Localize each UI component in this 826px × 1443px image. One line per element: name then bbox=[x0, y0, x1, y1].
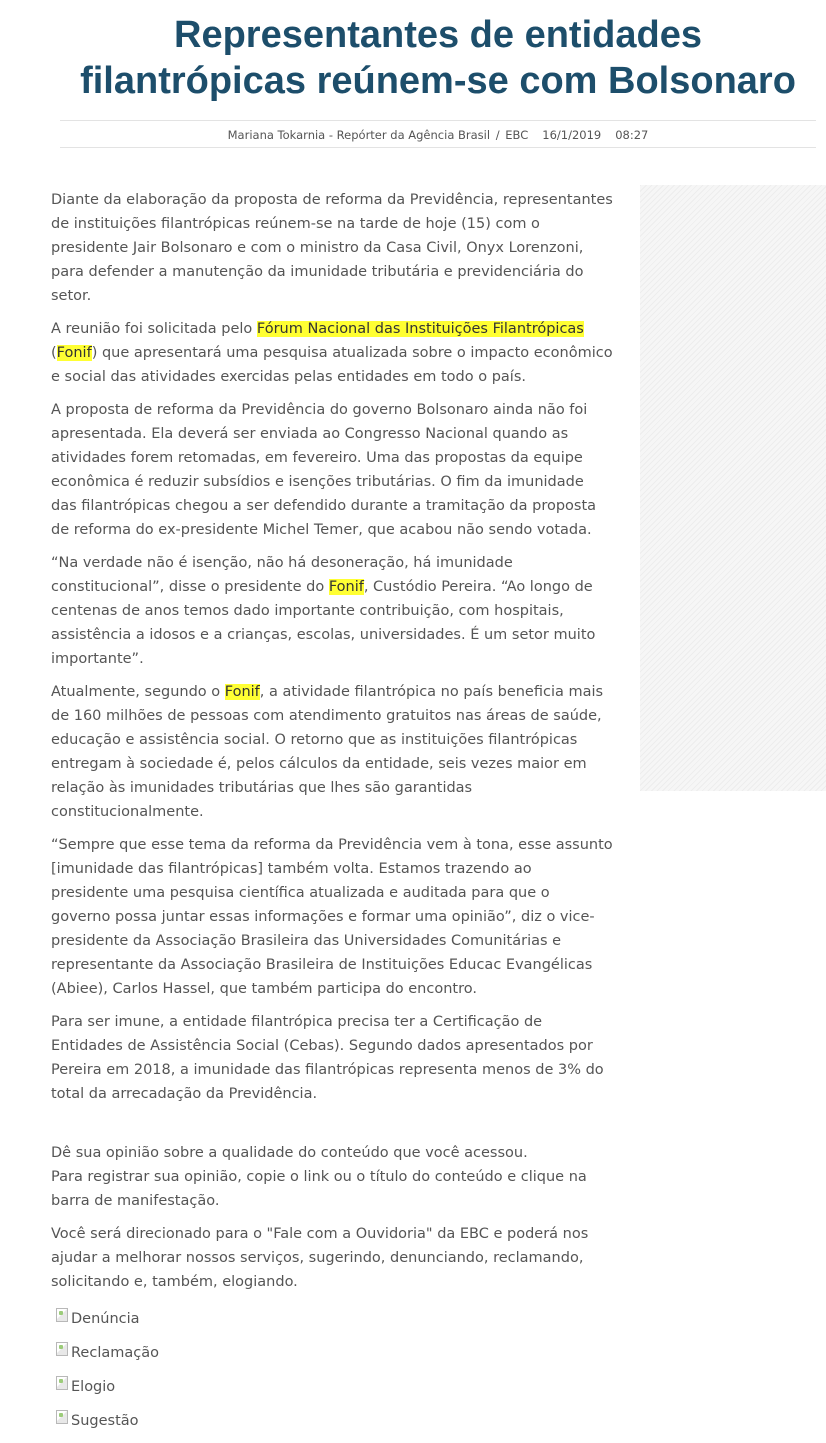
highlighted-term: Fonif bbox=[328, 579, 364, 595]
article-paragraph: Para ser imune, a entidade filantrópica precisa ter a Certificação de Entidades de Assistência Social (Cebas). Segundo dados apresentados por Pereira em 2018, a imunidade das filantrópicas representa menos de 3% do total da arrecadação da Previdência. bbox=[51, 1014, 604, 1102]
broken-image-icon bbox=[56, 1308, 68, 1322]
byline-time: 08:27 bbox=[615, 128, 649, 142]
reclamacao-link[interactable] bbox=[56, 1341, 613, 1365]
link-label: Reclamação bbox=[71, 1345, 159, 1361]
title-divider-bottom bbox=[60, 147, 816, 148]
byline-date: 16/1/2019 bbox=[542, 128, 602, 142]
link-label: Sugestão bbox=[71, 1413, 139, 1429]
highlighted-term: Fórum Nacional das Instituições Filantrópicas bbox=[256, 321, 584, 337]
article-body bbox=[51, 188, 613, 1443]
article-title: Representantes de entidades filantrópicas reúnem-se com Bolsonaro bbox=[80, 14, 796, 102]
feedback-links bbox=[51, 1307, 613, 1433]
feedback-line: Para registrar sua opinião, copie o link ou o título do conteúdo e clique na barra de manifestação. bbox=[51, 1169, 587, 1209]
ad-placeholder bbox=[640, 185, 826, 791]
paragraph-text: A reunião foi solicitada pelo bbox=[51, 321, 257, 337]
article-paragraph: Diante da elaboração da proposta de reforma da Previdência, representantes de instituições filantrópicas reúnem-se na tarde de hoje (15) com o presidente Jair Bolsonaro e com o ministro da Casa Civil, Onyx Lorenzoni, para defender a manutenção da imunidade tributária e previdenciária do setor. bbox=[51, 192, 613, 304]
article-paragraph: “Sempre que esse tema da reforma da Previdência vem à tona, esse assunto [imunidade das filantrópicas] também volta. Estamos trazendo ao presidente uma pesquisa científica atualizada e auditada para que o governo possa juntar essas informações e formar uma opinião”, diz o vice-presidente da Associação Brasileira das Universidades Comunitárias e representante da Associação Brasileira de Instituições Educac Evangélicas (Abiee), Carlos Hassel, que também participa do encontro. bbox=[51, 837, 613, 997]
elogio-link[interactable] bbox=[56, 1375, 613, 1399]
link-label: Denúncia bbox=[71, 1311, 140, 1327]
broken-image-icon bbox=[56, 1410, 68, 1424]
paragraph-text: , a atividade filantrópica no país beneficia mais de 160 milhões de pessoas com atendimento gratuitos nas áreas de saúde, educação e assistência social. O retorno que as instituições filantrópicas entregam à sociedade é, pelos cálculos da entidade, seis vezes maior em relação às imunidades tributárias que lhes são garantidas constitucionalmente. bbox=[51, 684, 604, 820]
link-label: Elogio bbox=[71, 1379, 116, 1395]
feedback-section bbox=[51, 1141, 613, 1433]
article-paragraph bbox=[51, 551, 613, 671]
title-divider-top bbox=[60, 120, 816, 121]
broken-image-icon bbox=[56, 1342, 68, 1356]
paragraph-text: , Custódio Pereira. “Ao longo de centenas de anos temos dado importante contribuição, com hospitais, assistência a idosos e a crianças, escolas, universidades. É um setor muito importante”. bbox=[51, 579, 596, 667]
article-byline bbox=[60, 127, 816, 143]
paragraph-text: ) que apresentará uma pesquisa atualizada sobre o impacto econômico e social das atividades exercidas pelas entidades em todo o país. bbox=[51, 345, 613, 385]
feedback-line: Dê sua opinião sobre a qualidade do conteúdo que você acessou. bbox=[51, 1145, 528, 1161]
article-paragraph: A proposta de reforma da Previdência do governo Bolsonaro ainda não foi apresentada. Ela deverá ser enviada ao Congresso Nacional quando as atividades forem retomadas, em fevereiro. Uma das propostas da equipe econômica é reduzir subsídios e isenções tributárias. O fim da imunidade das filantrópicas chegou a ser defendido durante a tramitação da proposta de reforma do ex-presidente Michel Temer, que acabou não sendo votada. bbox=[51, 402, 597, 538]
byline-author: Mariana Tokarnia - Repórter da Agência Brasil bbox=[227, 128, 491, 142]
broken-image-icon bbox=[56, 1376, 68, 1390]
byline-separator: / bbox=[492, 128, 500, 142]
feedback-text bbox=[51, 1141, 613, 1213]
article-paragraph bbox=[51, 680, 613, 824]
denuncia-link[interactable] bbox=[56, 1307, 613, 1331]
article-paragraph bbox=[51, 317, 613, 389]
paragraph-text: “Na verdade não é isenção, não há desoneração, há imunidade constitucional”, disse o presidente do bbox=[51, 555, 513, 595]
sugestao-link[interactable] bbox=[56, 1409, 613, 1433]
highlighted-term: Fonif bbox=[56, 345, 92, 361]
highlighted-term: Fonif bbox=[224, 684, 260, 700]
paragraph-text: Atualmente, segundo o bbox=[51, 684, 225, 700]
feedback-text: Você será direcionado para o "Fale com a Ouvidoria" da EBC e poderá nos ajudar a melhorar nossos serviços, sugerindo, denunciando, reclamando, solicitando e, também, elogiando. bbox=[51, 1226, 589, 1290]
paragraph-text: ( bbox=[51, 345, 57, 361]
byline-source: EBC bbox=[505, 128, 529, 142]
